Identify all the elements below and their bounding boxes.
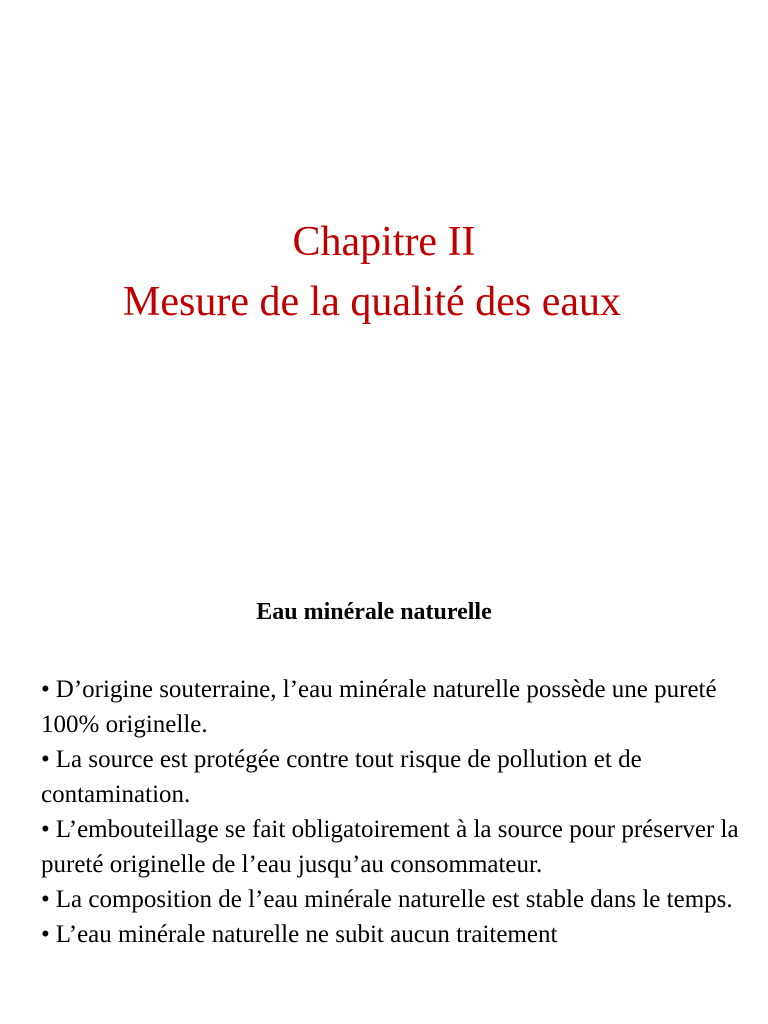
bullet-text: D’origine souterraine, l’eau minérale naturelle possède une pureté 100% originelle. [41, 676, 717, 738]
bullet-item [41, 672, 741, 742]
bullet-text: La composition de l’eau minérale naturelle est stable dans le temps. [55, 886, 733, 913]
bullet-list [41, 672, 741, 952]
chapter-subtitle: Mesure de la qualité des eaux [123, 279, 621, 325]
bullet-dot-icon: • [41, 921, 50, 948]
chapter-title-block [0, 212, 768, 332]
bullet-dot-icon: • [41, 746, 50, 773]
bullet-dot-icon: • [41, 816, 50, 843]
bullet-item [41, 917, 741, 952]
bullet-dot-icon: • [41, 676, 50, 703]
bullet-text: La source est protégée contre tout risque de pollution et de contamination. [41, 746, 642, 808]
bullet-text: L’embouteillage se fait obligatoirement à la source pour préserver la pureté originelle de l’eau jusqu’au consommateur. [41, 816, 739, 878]
section-heading: Eau minérale naturelle [256, 599, 492, 625]
bullet-item [41, 812, 741, 882]
bullet-item [41, 882, 741, 917]
bullet-text: L’eau minérale naturelle ne subit aucun traitement [55, 921, 558, 948]
bullet-item [41, 742, 741, 812]
bullet-dot-icon: • [41, 886, 50, 913]
chapter-title: Chapitre II [292, 219, 476, 265]
